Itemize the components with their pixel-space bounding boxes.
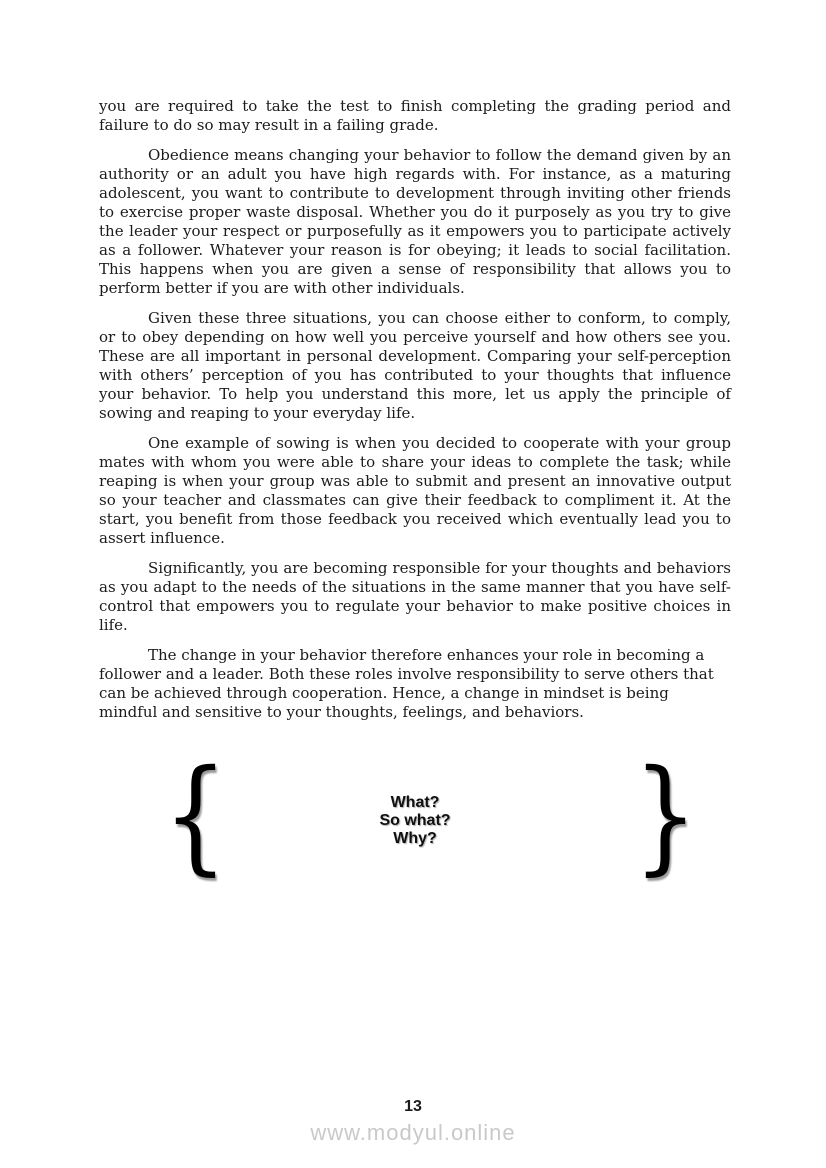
paragraph: The change in your behavior therefore enhances your role in becoming a follower and a leader. Both these roles involve responsibility to serve others that can be achieved through cooperation. Hence, a change in mindset is being mindful and sensitive to your thoughts, feelings, and behaviors. <box>99 646 714 721</box>
paragraph: Significantly, you are becoming responsible for your thoughts and behaviors as you adapt to the needs of the situations in the same manner that you have self-control that empowers you to regulate your behavior to make positive choices in life. <box>99 559 731 634</box>
paragraph: Given these three situations, you can choose either to conform, to comply, or to obey depending on how well you perceive yourself and how others see you. These are all important in personal development. Comparing your self-perception with others’ perception of you has contributed to your thoughts that influence your behavior. To help you understand this more, let us apply the principle of sowing and reaping to your everyday life. <box>99 309 731 422</box>
page-number: 13 <box>404 1098 422 1115</box>
brace-figure <box>99 742 731 890</box>
left-brace-icon: { <box>163 744 228 888</box>
figure-line-why: Why? <box>393 830 437 847</box>
paragraph: One example of sowing is when you decided to cooperate with your group mates with whom you were able to share your ideas to complete the task; while reaping is when your group was able to submit and present an innovative output so your teacher and classmates can give their feedback to compliment it. At the start, you benefit from those feedback you received which eventually lead you to assert influence. <box>99 434 731 547</box>
paragraph: Obedience means changing your behavior to follow the demand given by an authority or an adult you have high regards with. For instance, as a maturing adolescent, you want to contribute to development through inviting other friends to exercise proper waste disposal. Whether you do it purposely as you try to give the leader your respect or purposefully as it empowers you to participate actively as a follower. Whatever your reason is for obeying; it leads to social facilitation. This happens when you are given a sense of responsibility that allows you to perform better if you are with other individuals. <box>99 146 731 297</box>
figure-line-what: What? <box>390 794 440 811</box>
watermark: www.modyul.online <box>310 1120 516 1145</box>
right-brace-icon: } <box>633 744 698 888</box>
figure-line-so-what: So what? <box>379 812 451 829</box>
paragraph: you are required to take the test to finish completing the grading period and failure to do so may result in a failing grade. <box>99 97 731 134</box>
